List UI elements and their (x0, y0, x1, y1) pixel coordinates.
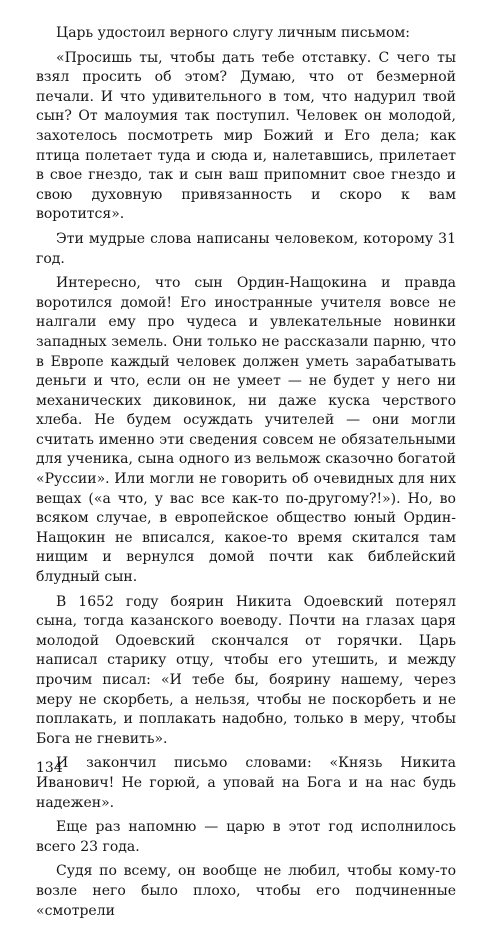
paragraph-7: Еще раз напомню — царю в этот год исполнилось всего 23 года. (36, 819, 456, 855)
paragraph-1: Царь удостоил верного слугу личным письмом: (56, 25, 411, 41)
paragraph-2: «Просишь ты, чтобы дать тебе отставку. С чего ты взял просить об этом? Думаю, что от безмерной печали. И что удивительного в том, что надурил твой сын? От малоумия так поступил. Человек он молодой, захотелось посмотреть мир Божий и Его дела; как птица полетает туда и сюда и, налетавшись, прилетает в свое гнездо, так и сын ваш припомнит свое гнездо и свою духовную привязанность и скоро к вам воротится». (36, 49, 456, 223)
paragraph-5: В 1652 году боярин Никита Одоевский потерял сына, тогда казанского воеводу. Почти на глазах царя молодой Одоевский скончался от горячки. Царь написал старику отцу, чтобы его утешить, и между прочим писал: «И тебе бы, боярину нашему, через меру не скорбеть, а нельзя, чтобы не поскорбеть и не поплакать, и поплакать надобно, только в меру, чтобы Бога не гневить». (36, 593, 456, 747)
page-number: 134 (36, 760, 63, 776)
paragraph-3: Эти мудрые слова написаны человеком, которому 31 год. (36, 230, 456, 267)
paragraph-8: Судя по всему, он вообще не любил, чтобы кому-то возле него было плохо, чтобы его подчиненные «смотрели (36, 863, 456, 919)
paragraph-6: И закончил письмо словами: «Князь Никита Иванович! Не горюй, а уповай на Бога и на нас будь надежен». (36, 755, 456, 811)
book-page-text (36, 24, 456, 926)
paragraph-4: Интересно, что сын Ордин-Нащокина и правда воротился домой! Его иностранные учителя вовсе не налгали ему про чудеса и увлекательные новинки западных земель. Они только не рассказали парню, что в Европе каждый человек должен уметь зарабатывать деньги и что, если он не умеет — не будет у него ни механических диковинок, ни даже куска черствого хлеба. Не будем осуждать учителей — они могли считать именно эти сведения совсем не обязательными для ученика, сына одного из вельмож сказочно богатой «Руссии». Или могли не говорить об очевидных для них вещах («а что, у вас все как-то по-другому?!»). Но, во всяком случае, в европейское общество юный Ордин-Нащокин не вписался, какое-то время скитался там нищим и вернулся домой почти как библейский блудный сын. (36, 275, 456, 586)
